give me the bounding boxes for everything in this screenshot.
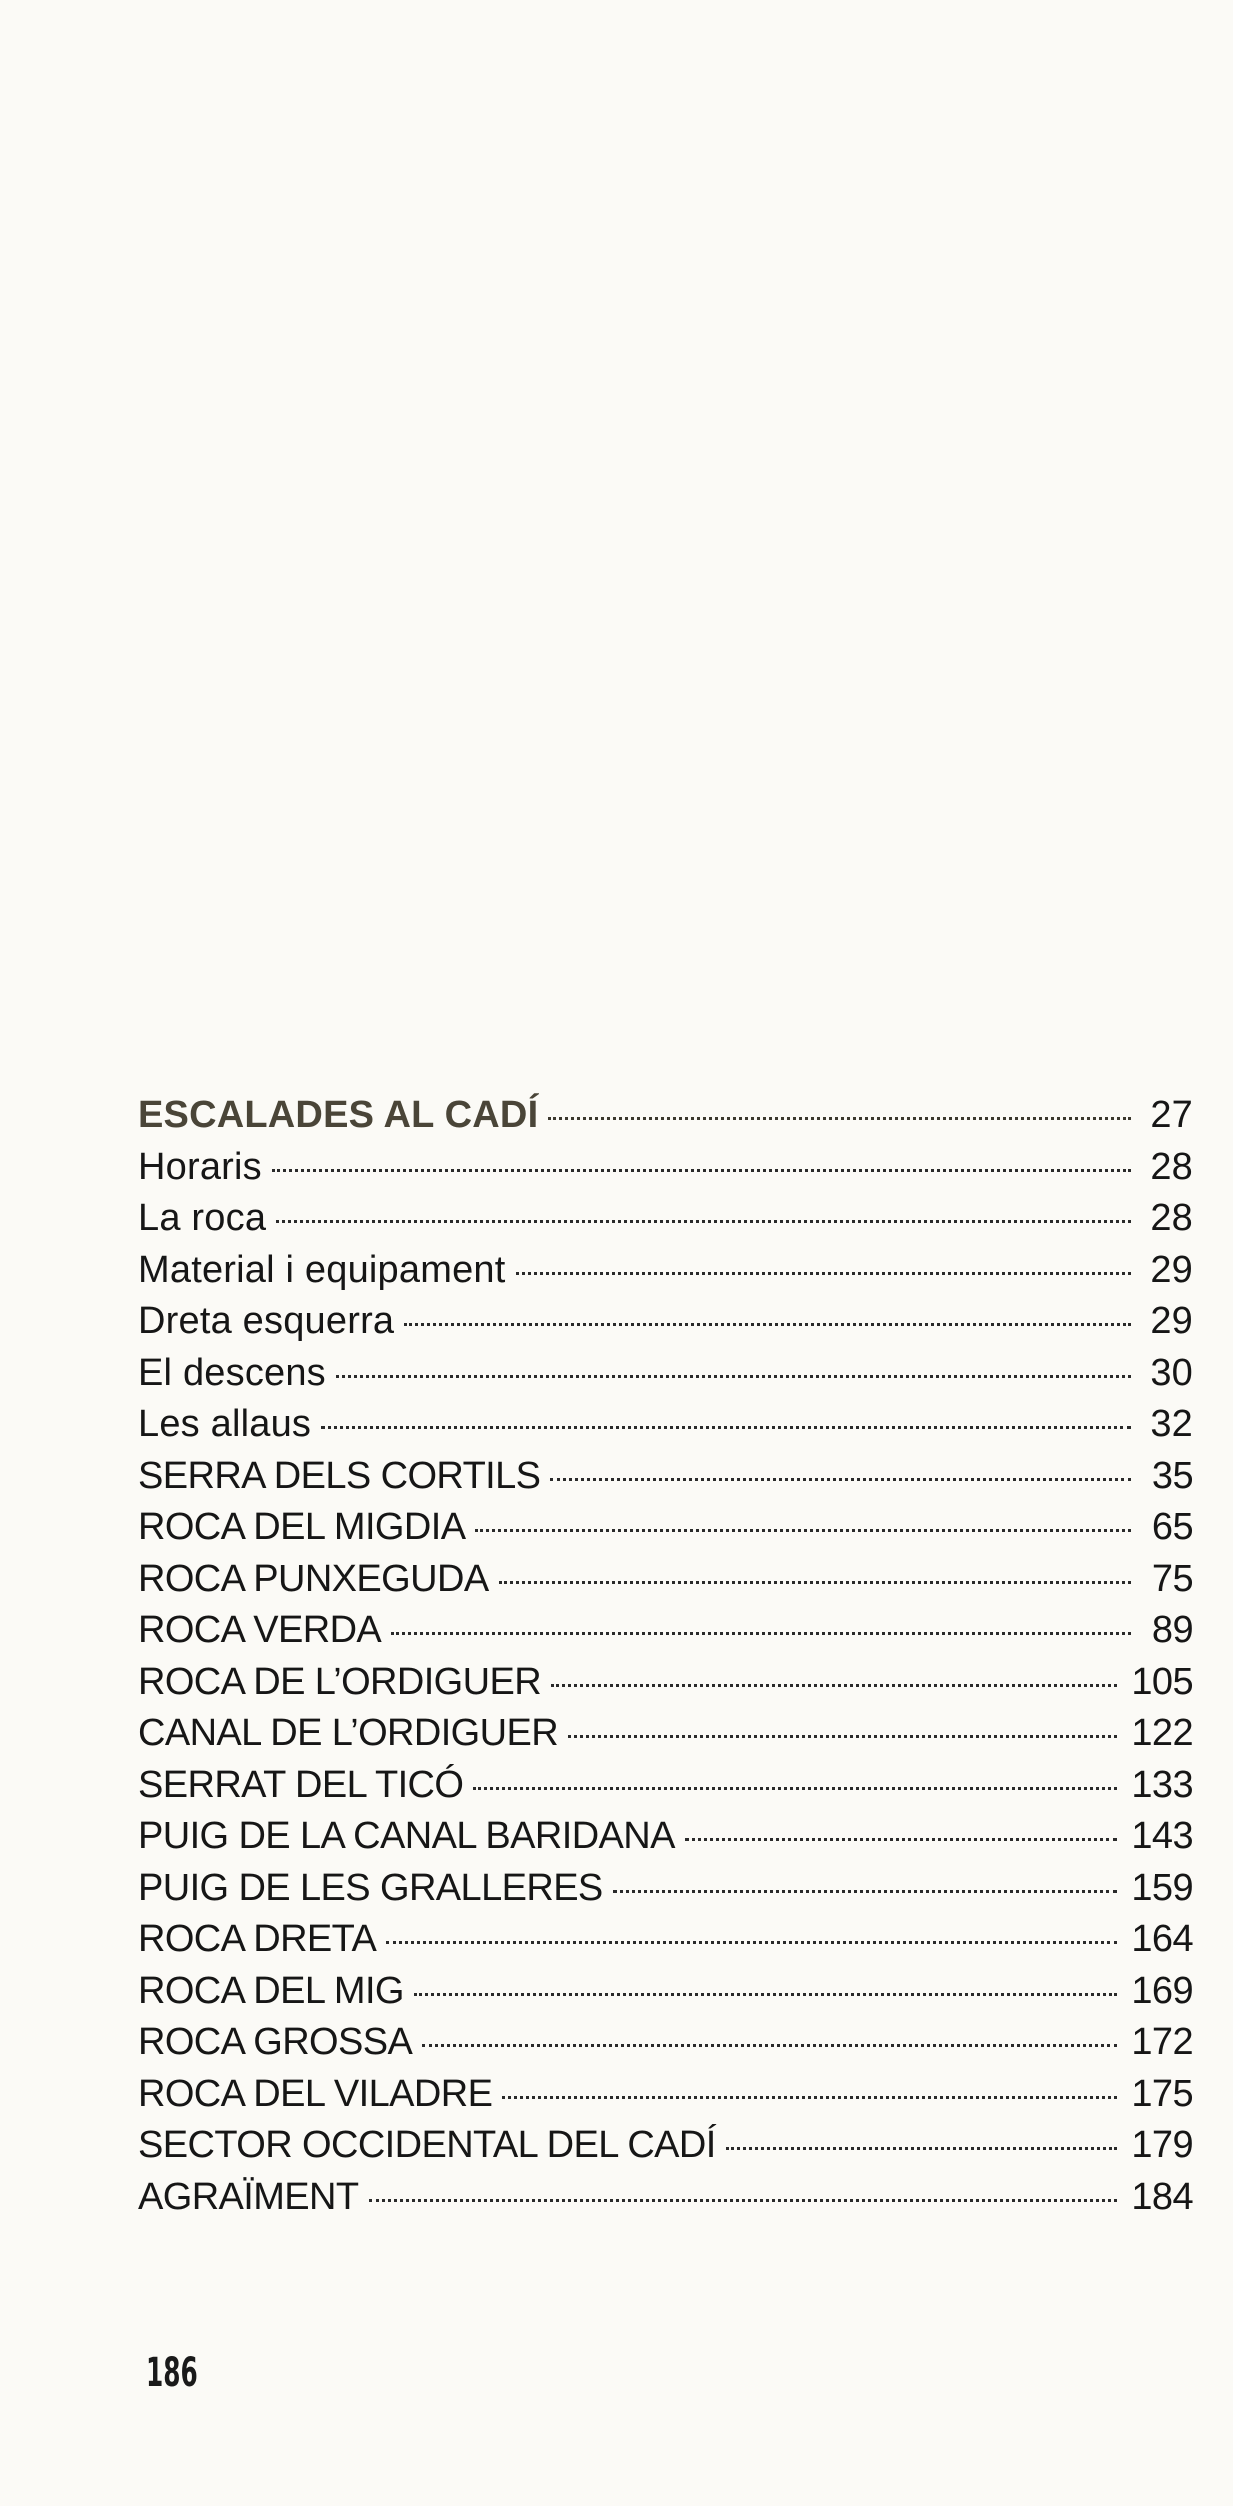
dot-leader [391, 1632, 1131, 1635]
toc-entry-page-number: 105 [1131, 1660, 1193, 1703]
dot-leader [502, 2096, 1117, 2099]
toc-entry-title: ESCALADES AL CADÍ [138, 1094, 539, 1136]
dot-leader [550, 1478, 1131, 1481]
dot-leader [276, 1220, 1131, 1223]
toc-entry-page-number: 65 [1151, 1506, 1193, 1548]
toc-entry-title: ROCA DEL MIGDIA [138, 1506, 466, 1548]
toc-entry [138, 1090, 1193, 1142]
toc-entry-page-number: 143 [1131, 1815, 1193, 1857]
toc-entry-page-number: 29 [1150, 1300, 1193, 1342]
toc-entry [138, 1451, 1193, 1503]
toc-entry [138, 1502, 1193, 1554]
toc-entry-page-number: 29 [1150, 1248, 1193, 1291]
dot-leader [414, 1993, 1118, 1996]
toc-entry-title: AGRAÏMENT [138, 2175, 359, 2218]
toc-entry-title: SERRAT DEL TICÓ [138, 1763, 464, 1806]
dot-leader [613, 1890, 1118, 1893]
toc-entry [138, 1245, 1193, 1297]
toc-entry [138, 1348, 1193, 1400]
toc-entry-page-number: 172 [1131, 2021, 1193, 2063]
dot-leader [369, 2199, 1118, 2202]
dot-leader [499, 1581, 1131, 1584]
toc-entry [138, 1193, 1193, 1245]
toc-entry-title: SECTOR OCCIDENTAL DEL CADÍ [138, 2124, 716, 2166]
toc-entry-title: Horaris [138, 1145, 262, 1188]
dot-leader [386, 1941, 1117, 1944]
dot-leader [548, 1117, 1131, 1120]
toc-entry-title: El descens [138, 1351, 326, 1394]
toc-entry-page-number: 35 [1151, 1454, 1193, 1497]
toc-entry-title: PUIG DE LA CANAL BARIDANA [138, 1815, 675, 1857]
dot-leader [336, 1375, 1131, 1378]
toc-entry-page-number: 159 [1131, 1866, 1193, 1909]
toc-entry-title: Dreta esquerra [138, 1300, 395, 1342]
dot-leader [475, 1529, 1131, 1532]
toc-entry [138, 1605, 1193, 1657]
toc-entry-title: ROCA DEL VILADRE [138, 2072, 493, 2115]
dot-leader [321, 1426, 1131, 1429]
toc-entry [138, 1811, 1193, 1863]
toc-entry-page-number: 28 [1150, 1197, 1193, 1239]
toc-entry-title: La roca [138, 1197, 267, 1239]
dot-leader [568, 1735, 1117, 1738]
toc-entry-page-number: 89 [1151, 1609, 1193, 1651]
dot-leader [516, 1272, 1131, 1275]
toc-entry-title: ROCA DRETA [138, 1918, 377, 1960]
toc-entry-page-number: 184 [1131, 2175, 1193, 2218]
page-number: 186 [146, 2350, 198, 2396]
toc-entry [138, 2120, 1193, 2172]
toc-entry [138, 1399, 1193, 1451]
toc-entry [138, 1914, 1193, 1966]
toc-entry [138, 2172, 1193, 2224]
dot-leader [422, 2044, 1117, 2047]
dot-leader [404, 1323, 1131, 1326]
toc-entry-title: ROCA DE L’ORDIGUER [138, 1660, 542, 1703]
toc-entry-title: Material i equipament [138, 1248, 506, 1291]
dot-leader [726, 2147, 1118, 2150]
dot-leader [473, 1787, 1117, 1790]
toc-entry-title: Les allaus [138, 1403, 312, 1445]
toc-entry [138, 1966, 1193, 2018]
toc-entry [138, 1863, 1193, 1915]
toc-entry [138, 1760, 1193, 1812]
toc-entry-page-number: 28 [1150, 1145, 1193, 1188]
toc-entry-page-number: 164 [1131, 1918, 1193, 1960]
toc-entry [138, 1142, 1193, 1194]
toc-entry [138, 1296, 1193, 1348]
toc-entry [138, 2069, 1193, 2121]
toc-entry-page-number: 30 [1150, 1351, 1193, 1394]
toc-entry-page-number: 27 [1150, 1094, 1193, 1136]
toc-entry-title: SERRA DELS CORTILS [138, 1454, 541, 1497]
toc-entry-page-number: 122 [1131, 1712, 1193, 1754]
toc-entry-page-number: 32 [1150, 1403, 1193, 1445]
dot-leader [272, 1169, 1131, 1172]
toc-entry-title: ROCA VERDA [138, 1609, 382, 1651]
toc-entry-page-number: 175 [1131, 2072, 1193, 2115]
toc-entry [138, 1657, 1193, 1709]
toc-entry-page-number: 75 [1151, 1557, 1193, 1600]
toc-entry-title: ROCA DEL MIG [138, 1969, 404, 2012]
toc-entry [138, 2017, 1193, 2069]
table-of-contents [138, 1090, 1193, 2223]
toc-entry-title: PUIG DE LES GRALLERES [138, 1866, 603, 1909]
dot-leader [551, 1684, 1117, 1687]
toc-entry-page-number: 133 [1131, 1763, 1193, 1806]
toc-entry [138, 1708, 1193, 1760]
toc-entry-title: ROCA PUNXEGUDA [138, 1557, 489, 1600]
toc-entry-title: CANAL DE L’ORDIGUER [138, 1712, 559, 1754]
dot-leader [685, 1838, 1118, 1841]
toc-entry-page-number: 169 [1131, 1969, 1193, 2012]
toc-entry-title: ROCA GROSSA [138, 2021, 413, 2063]
toc-entry-page-number: 179 [1131, 2124, 1193, 2166]
toc-entry [138, 1554, 1193, 1606]
